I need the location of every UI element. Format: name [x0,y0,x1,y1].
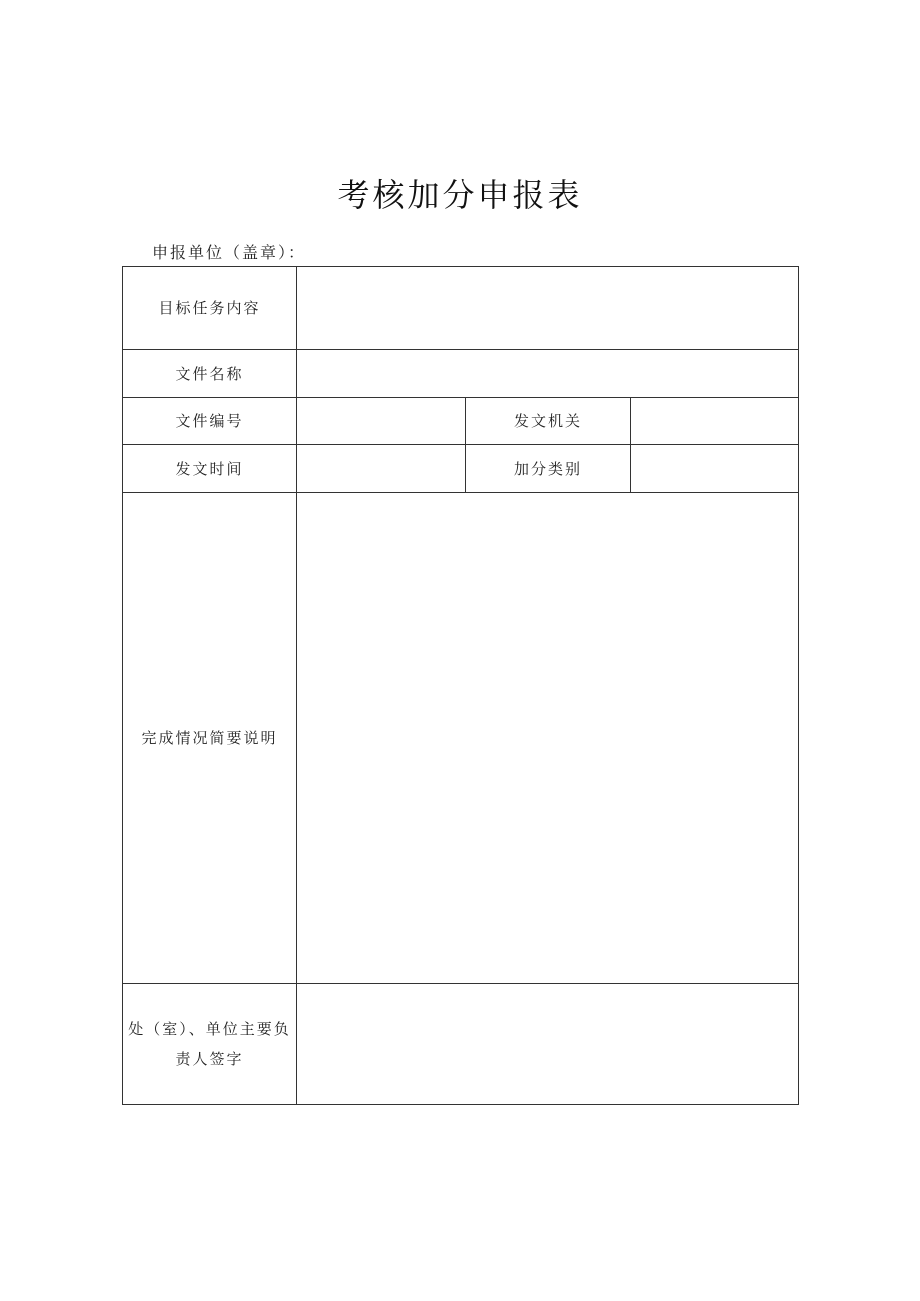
row-signature [123,984,799,1105]
applicant-unit-label: 申报单位（盖章）： [152,243,307,262]
target-task-field[interactable] [297,267,799,350]
target-task-label: 目标任务内容 [123,267,297,350]
signature-field[interactable] [297,984,799,1105]
file-name-field[interactable] [297,350,799,398]
file-number-label: 文件编号 [123,398,297,445]
issuing-authority-field[interactable] [631,398,799,445]
completion-summary-field[interactable] [297,493,799,984]
bonus-category-field[interactable] [631,445,799,493]
row-target-task [123,267,799,350]
signature-label-line1: 处（室）、单位主要负 [128,1020,291,1038]
file-name-label: 文件名称 [123,350,297,398]
signature-label [123,984,297,1105]
page-title: 考核加分申报表 [337,176,583,214]
row-file-name [123,350,799,398]
issuing-authority-label: 发文机关 [466,398,631,445]
issue-date-field[interactable] [297,445,466,493]
file-number-field[interactable] [297,398,466,445]
bonus-category-label: 加分类别 [466,445,631,493]
issue-date-label: 发文时间 [123,445,297,493]
application-form-table [122,266,799,1105]
row-completion-summary [123,493,799,984]
signature-label-line2: 责人签字 [175,1050,244,1068]
row-file-number [123,398,799,445]
completion-summary-label: 完成情况简要说明 [123,493,297,984]
row-issue-date [123,445,799,493]
